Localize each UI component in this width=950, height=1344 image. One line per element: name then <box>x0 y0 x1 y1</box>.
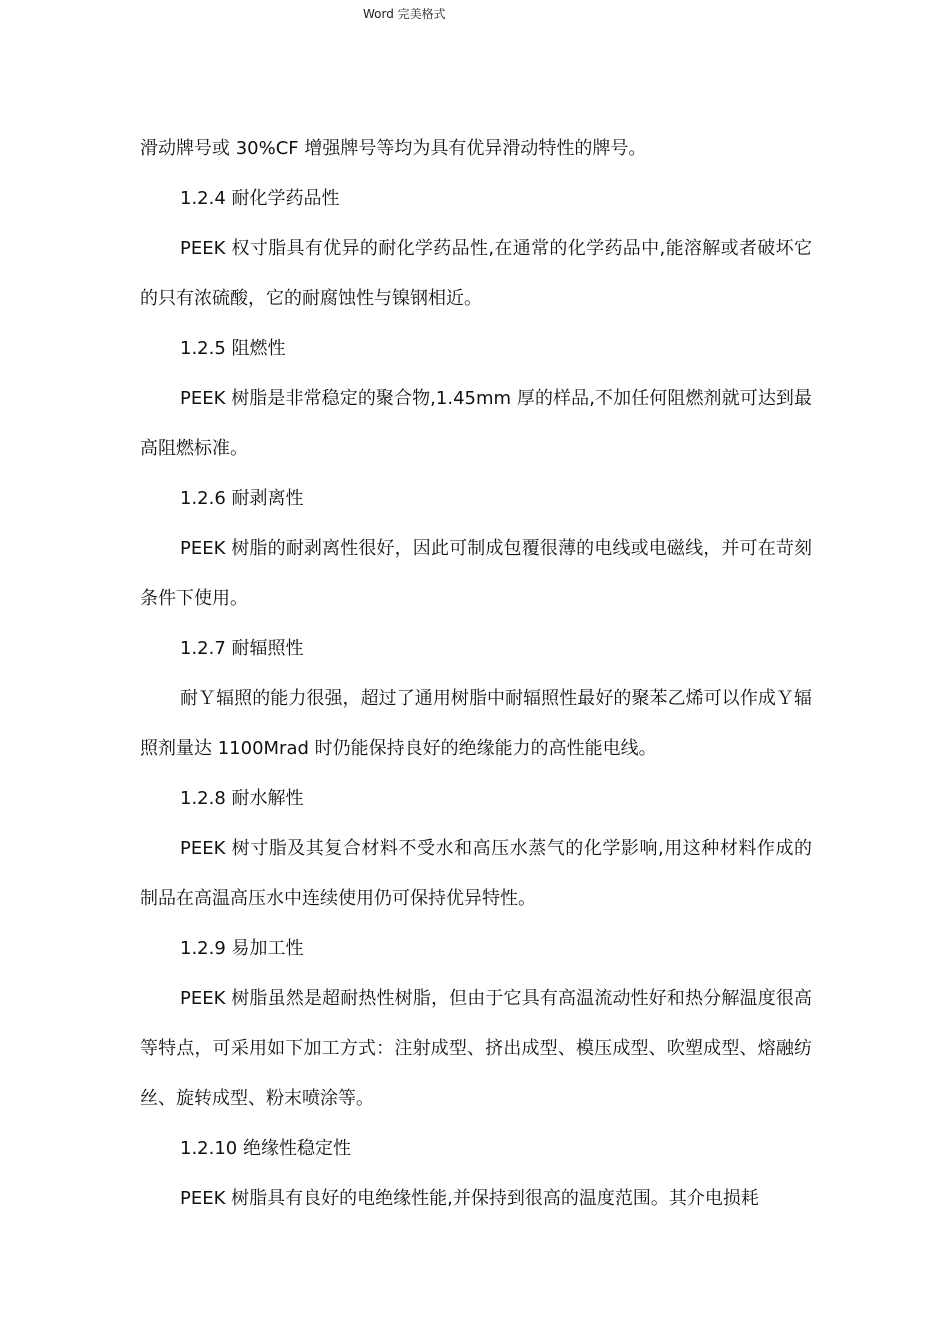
page-header: Word 完美格式 <box>363 7 446 21</box>
paragraph-1-2-10: PEEK 树脂具有良好的电绝缘性能,并保持到很高的温度范围。其介电损耗 <box>180 1188 759 1209</box>
paragraph-1-2-8: PEEK 树寸脂及其复合材料不受水和高压水蒸气的化学影响,用这种材料作成的制品在高温高压水中连续使用仍可保持优异特性。 <box>140 838 812 909</box>
paragraph-1-2-9: PEEK 树脂虽然是超耐热性树脂，但由于它具有高温流动性好和热分解温度很高等特点，可采用如下加工方式：注射成型、挤出成型、模压成型、吹塑成型、熔融纺丝、旋转成型、粉末喷涂等。 <box>140 988 812 1109</box>
paragraph-1-2-4: PEEK 权寸脂具有优异的耐化学药品性,在通常的化学药品中,能溶解或者破坏它的只有浓硫酸，它的耐腐蚀性与镍钢相近。 <box>140 238 812 309</box>
paragraph-1-2-7: 耐Ｙ辐照的能力很强，超过了通用树脂中耐辐照性最好的聚苯乙烯可以作成Ｙ辐照剂量达 1100Mrad 时仍能保持良好的绝缘能力的高性能电线。 <box>140 688 812 759</box>
paragraph-1-2-6: PEEK 树脂的耐剥离性很好，因此可制成包覆很薄的电线或电磁线，并可在苛刻条件下使用。 <box>140 538 812 609</box>
section-heading-1-2-10: 1.2.10 绝缘性稳定性 <box>180 1138 351 1159</box>
section-heading-1-2-8: 1.2.8 耐水解性 <box>180 788 304 809</box>
paragraph-intro: 滑动牌号或 30%CF 增强牌号等均为具有优异滑动特性的牌号。 <box>140 138 647 159</box>
document-body <box>140 124 812 1224</box>
paragraph-1-2-5: PEEK 树脂是非常稳定的聚合物,1.45mm 厚的样品,不加任何阻燃剂就可达到最高阻燃标准。 <box>140 388 812 459</box>
section-heading-1-2-7: 1.2.7 耐辐照性 <box>180 638 304 659</box>
section-heading-1-2-4: 1.2.4 耐化学药品性 <box>180 188 340 209</box>
section-heading-1-2-6: 1.2.6 耐剥离性 <box>180 488 304 509</box>
section-heading-1-2-9: 1.2.9 易加工性 <box>180 938 304 959</box>
section-heading-1-2-5: 1.2.5 阻燃性 <box>180 338 286 359</box>
